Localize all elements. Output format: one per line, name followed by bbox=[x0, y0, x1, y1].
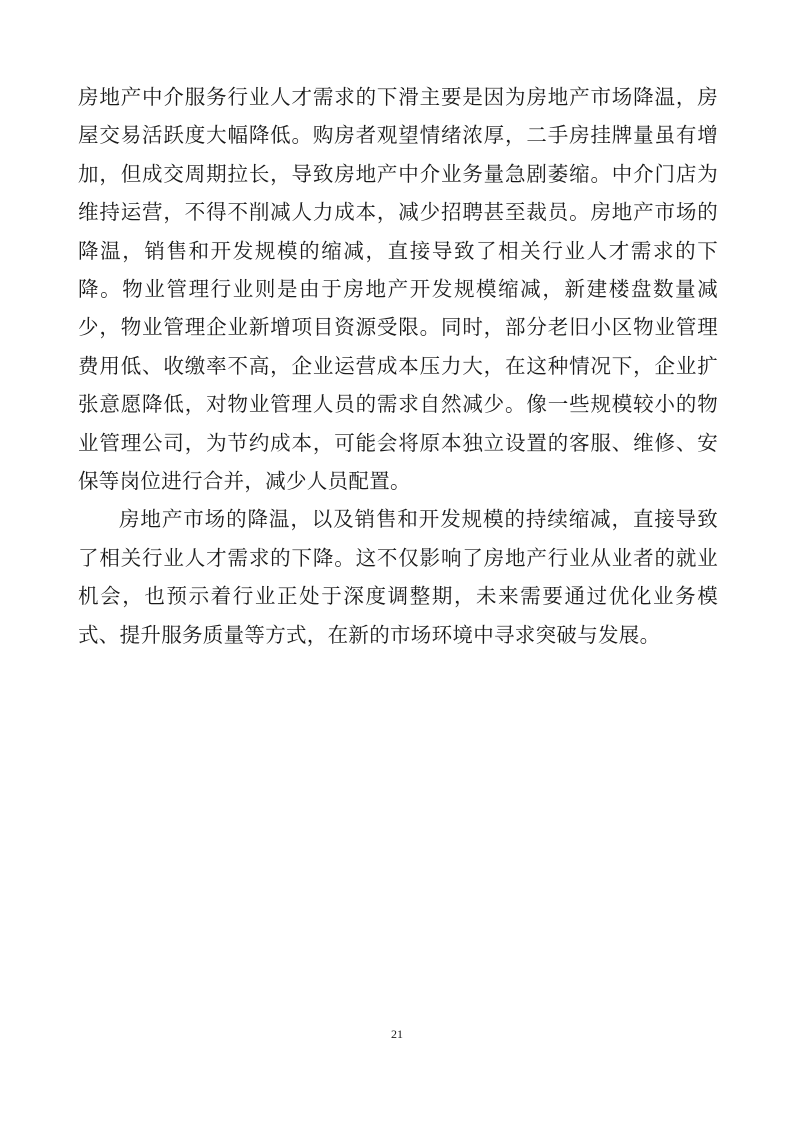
paragraph-1: 房地产中介服务行业人才需求的下滑主要是因为房地产市场降温，房屋交易活跃度大幅降低。购房者观望情绪浓厚，二手房挂牌量虽有增加，但成交周期拉长，导致房地产中介业务量急剧萎缩。中介门店为维持运营，不得不削减人力成本，减少招聘甚至裁员。房地产市场的降温，销售和开发规模的缩减，直接导致了相关行业人才需求的下降。物业管理行业则是由于房地产开发规模缩减，新建楼盘数量减少，物业管理企业新增项目资源受限。同时，部分老旧小区物业管理费用低、收缴率不高，企业运营成本压力大，在这种情况下，企业扩张意愿降低，对物业管理人员的需求自然减少。像一些规模较小的物业管理公司，为节约成本，可能会将原本独立设置的客服、维修、安保等岗位进行合并，减少人员配置。 bbox=[78, 85, 718, 494]
body-text bbox=[78, 78, 718, 654]
paragraph-2: 房地产市场的降温，以及销售和开发规模的持续缩减，直接导致了相关行业人才需求的下降。这不仅影响了房地产行业从业者的就业机会，也预示着行业正处于深度调整期，未来需要通过优化业务模式、提升服务质量等方式，在新的市场环境中寻求突破与发展。 bbox=[78, 507, 718, 647]
page-number: 21 bbox=[391, 1027, 403, 1041]
